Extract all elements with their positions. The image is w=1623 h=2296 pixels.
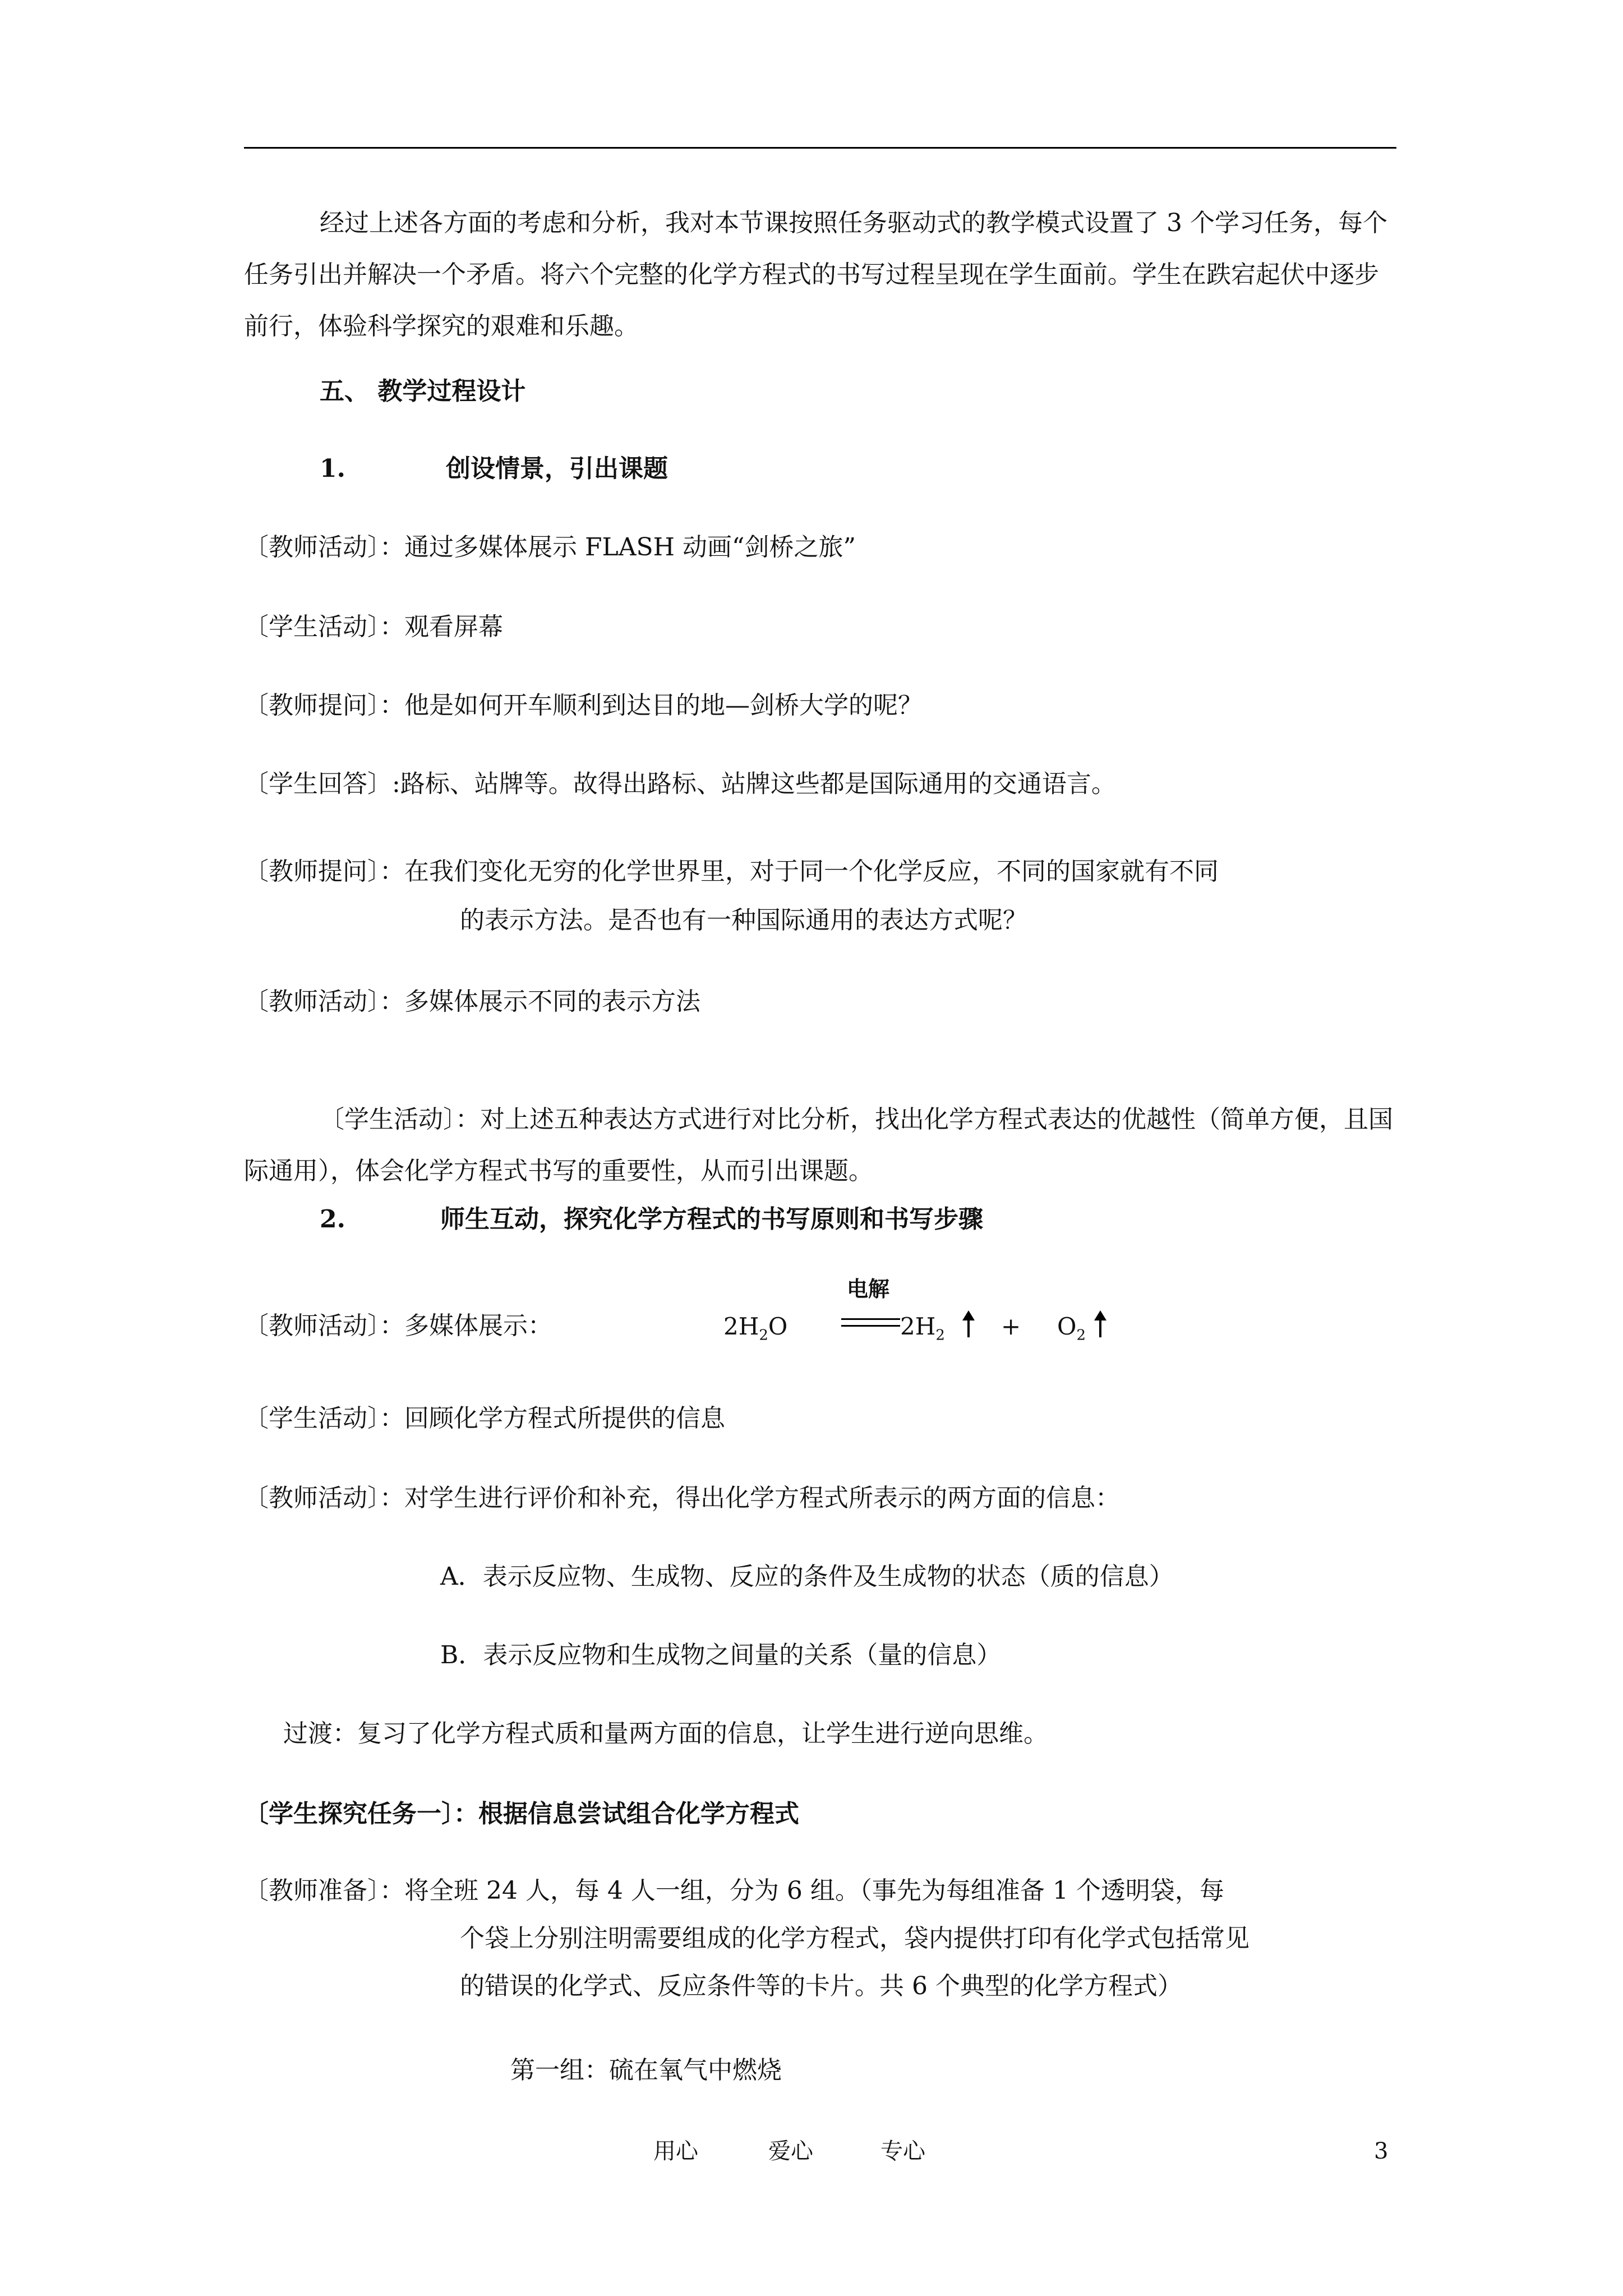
step-two-number: 2. [320, 1205, 345, 1234]
page-number: 3 [1374, 2138, 1389, 2164]
step-one-title: 创设情景，引出课题 [446, 454, 668, 483]
equation-reactant: $2H_2O$ [723, 1313, 788, 1344]
line-student-answer: 〔学生回答〕:路标、站牌等。故得出路标、站牌这些都是国际通用的交通语言。 [244, 770, 1116, 798]
equation-product-hydrogen: $2H_2$ [900, 1313, 945, 1344]
step-two-title: 师生互动，探究化学方程式的书写原则和书写步骤 [440, 1205, 983, 1234]
line-teacher-preparation-b: 个袋上分别注明需要组成的化学方程式，袋内提供打印有化学式包括常见 [460, 1924, 1249, 1953]
equals-line-top [841, 1318, 900, 1320]
equation-product-oxygen: $O_2$ [1057, 1313, 1086, 1344]
gas-arrow-icon [967, 1313, 970, 1337]
line-info-a: A．表示反应物、生成物、反应的条件及生成物的状态（质的信息） [440, 1562, 1174, 1591]
footer-motto-3: 专心 [880, 2138, 925, 2164]
line-inquiry-task-one: 〔学生探究任务一〕：根据信息尝试组合化学方程式 [244, 1800, 799, 1828]
line-teacher-activity-equation: 〔教师活动〕：多媒体展示： [244, 1312, 552, 1340]
line-teacher-preparation-a: 〔教师准备〕：将全班 24 人，每 4 人一组，分为 6 组。（事先为每组准备 1 个透明袋，每 [244, 1876, 1224, 1905]
footer-motto-1: 用心 [653, 2138, 698, 2164]
line-group-one: 第一组：硫在氧气中燃烧 [510, 2056, 782, 2085]
line-teacher-activity-show-methods: 〔教师活动〕：多媒体展示不同的表示方法 [244, 987, 700, 1016]
line-transition: 过渡：复习了化学方程式质和量两方面的信息，让学生进行逆向思维。 [283, 1719, 1048, 1748]
line-teacher-activity-evaluate: 〔教师活动〕：对学生进行评价和补充，得出化学方程式所表示的两方面的信息： [244, 1484, 1120, 1512]
line-student-activity-watch: 〔学生活动〕：观看屏幕 [244, 613, 503, 641]
line-teacher-question-2b: 的表示方法。是否也有一种国际通用的表达方式呢？ [460, 906, 1027, 935]
line-teacher-question-2a: 〔教师提问〕：在我们变化无穷的化学世界里，对于同一个化学反应，不同的国家就有不同 [244, 857, 1219, 886]
line-teacher-question-1: 〔教师提问〕：他是如何开车顺利到达目的地—剑桥大学的呢？ [244, 691, 923, 720]
gas-arrow-icon [1099, 1313, 1101, 1337]
line-teacher-activity-flash: 〔教师活动〕：通过多媒体展示 FLASH 动画“剑桥之旅” [244, 533, 856, 562]
equation-condition: 电解 [847, 1276, 890, 1301]
line-info-b: B．表示反应物和生成物之间量的关系（量的信息） [440, 1641, 1002, 1669]
line-teacher-preparation-c: 的错误的化学式、反应条件等的卡片。共 6 个典型的化学方程式） [460, 1972, 1182, 2000]
line-student-activity-review: 〔学生活动〕：回顾化学方程式所提供的信息 [244, 1404, 725, 1433]
paragraph-student-activity-compare: 〔学生活动〕：对上述五种表达方式进行对比分析，找出化学方程式表达的优越性（简单方便，且国际通用），体会化学方程式书写的重要性，从而引出课题。 [244, 1105, 1393, 1185]
header-rule [244, 147, 1396, 149]
footer-motto-2: 爱心 [768, 2138, 813, 2164]
equals-line-bottom [841, 1325, 900, 1327]
intro-paragraph: 经过上述各方面的考虑和分析，我对本节课按照任务驱动式的教学模式设置了 3 个学习任务，每个任务引出并解决一个矛盾。将六个完整的化学方程式的书写过程呈现在学生面前。学生在跌宕起伏中逐步前行，体验科学探究的艰难和乐趣。 [244, 209, 1387, 341]
step-one-number: 1. [320, 454, 345, 483]
equation-plus: + [1001, 1313, 1021, 1340]
section-five-heading: 五、 教学过程设计 [320, 377, 526, 406]
